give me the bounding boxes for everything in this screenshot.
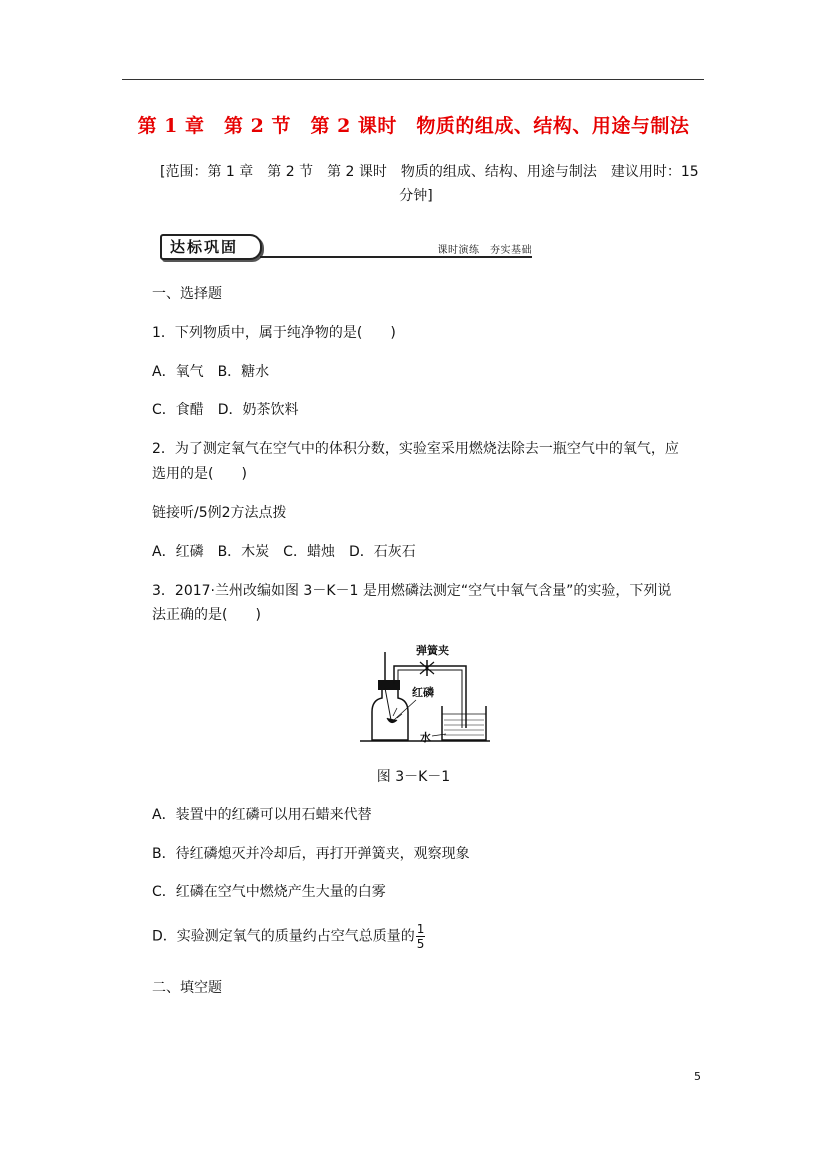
page-number: 5 bbox=[694, 1070, 701, 1083]
q1-stem: 1．下列物质中，属于纯净物的是( ) bbox=[152, 325, 396, 341]
page-title: 第 1 章 第 2 节 第 2 课时 物质的组成、结构、用途与制法 bbox=[137, 115, 690, 137]
banner-rule bbox=[260, 256, 532, 258]
q1-options-cd: C．食醋 D．奶茶饮料 bbox=[152, 402, 299, 418]
q2-options: A．红磷 B．木炭 C．蜡烛 D．石灰石 bbox=[152, 544, 416, 560]
q3-option-d-text: D．实验测定氧气的质量约占空气总质量的 bbox=[152, 928, 415, 945]
fraction bbox=[416, 922, 426, 951]
banner-subtitle: 课时演练 夯实基础 bbox=[437, 245, 532, 256]
section-heading-choice: 一、选择题 bbox=[152, 286, 222, 302]
scope-line-1: [范围：第 1 章 第 2 节 第 2 课时 物质的组成、结构、用途与制法 建议用时：15 bbox=[160, 164, 699, 180]
phosphorus-label: 红磷 bbox=[412, 686, 434, 699]
header-rule bbox=[122, 79, 704, 80]
spring-clip bbox=[420, 660, 434, 676]
scope-note bbox=[160, 160, 708, 208]
scope-line-2: 分钟] bbox=[399, 188, 433, 204]
clip-label: 弹簧夹 bbox=[416, 644, 449, 657]
q2-stem-line-1: 2．为了测定氧气在空气中的体积分数，实验室采用燃烧法除去一瓶空气中的氧气，应 bbox=[152, 441, 679, 457]
q3-option-a: A．装置中的红磷可以用石蜡来代替 bbox=[152, 807, 372, 823]
figure-caption: 图 3－K－1 bbox=[376, 769, 451, 785]
q2-stem-line-2: 选用的是( ) bbox=[152, 466, 247, 482]
apparatus-figure bbox=[354, 640, 494, 752]
q1-options-ab: A．氧气 B．糖水 bbox=[152, 364, 270, 380]
q3-option-d bbox=[152, 922, 425, 951]
stopper bbox=[378, 680, 400, 690]
banner-label: 达标巩固 bbox=[160, 234, 262, 260]
q2-link: 链接听/5例2方法点拨 bbox=[152, 505, 287, 521]
q3-stem-line-2: 法正确的是( ) bbox=[152, 607, 261, 623]
fraction-numerator: 1 bbox=[416, 922, 425, 936]
fraction-denominator: 5 bbox=[416, 937, 425, 951]
q3-option-c: C．红磷在空气中燃烧产生大量的白雾 bbox=[152, 884, 386, 900]
water-label: 水 bbox=[420, 731, 431, 744]
q3-option-b: B．待红磷熄灭并冷却后，再打开弹簧夹，观察现象 bbox=[152, 846, 470, 862]
combustion-spoon bbox=[385, 688, 391, 720]
section-heading-fill: 二、填空题 bbox=[152, 980, 222, 996]
section-banner bbox=[160, 234, 532, 260]
q3-stem-line-1: 3．2017·兰州改编如图 3－K－1 是用燃磷法测定“空气中氧气含量”的实验，下列说 bbox=[152, 583, 672, 599]
